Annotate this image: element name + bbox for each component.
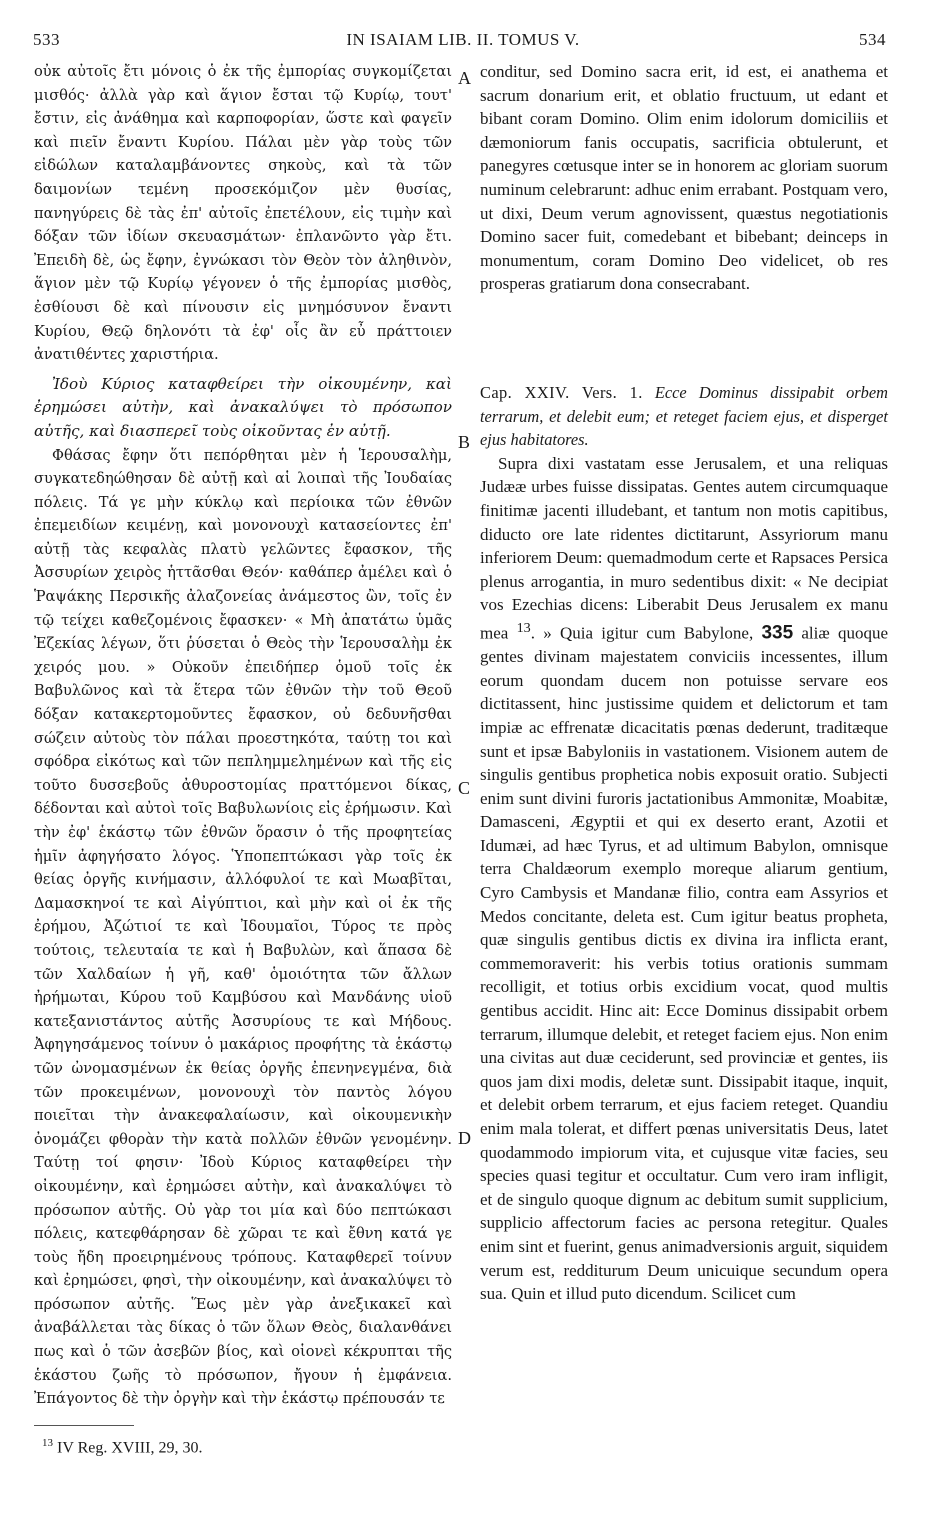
greek-paragraph-1: οὐκ αὐτοῖς ἔτι μόνοις ὁ ἐκ τῆς ἐμπορίας συγκομίζεται μισθός· ἀλλὰ γὰρ καὶ ἅγιον ἔσται τῷ Κυρίῳ, τουτ' ἔστιν, εἰς ἀνάθημα καὶ καρποφορίαν, ὥστε καὶ φαγεῖν καὶ πιεῖν ἔναντι Κυρίου. Πάλαι μὲν γὰρ τοὺς τῶν εἰδώλων καταλαμβάνοντες σηκοὺς, καὶ τὰ τῶν δαιμονίων τεμένη προσεκόμιζον μὲν θυσίας, πανηγύρεις δὲ τὰς ἐπ' αὐτοῖς ἐπετέλουν, εἰς τιμὴν καὶ δόξαν τῶν ἰδίων σκευασμάτων· ἐπλανῶντο γὰρ ἔτι. Ἐπειδὴ δὲ, ὡς ἔφην, ἐγνώκασι τὸν Θεὸν τὸν ἀληθινὸν, ἅγιον μὲν τῷ Κυρίῳ γέγονεν ὁ τῆς ἐμπορίας μισθὸς, ἐσθίουσι δὲ καὶ πίνουσιν εἰς μνημόσυνον ἔναντι Κυρίου, Θεῷ δηλονότι τὰ ἐφ' οἷς ἂν εὖ πράττοιεν ἀνατιθέντες χαριστήρια. [34,63,452,364]
page-number-right: 534 [859,30,886,49]
latin-text-part-1: Supra dixi vastatam esse Jerusalem, et una reliquas Judææ urbes fuisse dissipatas. Gentes autem circumquaque finitimæ jacenti illudebant, et tantum non motis capitibus, diducto ore late ridentes dictitarunt, Assyriorum manu inferiorem Deum: quemadmodum certe et Rapsaces Persica plenus arrogantia, in muro sedentibus dixit: « Ne decipiat vos Ezechias dicens: Liberabit Deus Jerusalem ex manu mea [480,453,888,643]
margin-letter-d: D [458,1128,471,1148]
footnote-separator [34,1425,134,1426]
chapter-heading [480,381,888,452]
greek-column [34,60,452,1411]
margin-letter-a: A [458,68,471,88]
chapter-label: Cap. XXIV. Vers. 1. [480,382,643,402]
greek-verse-lemma: Ἰδοὺ Κύριος καταφθείρει τὴν οἰκουμένην, καὶ ἐρημώσει αὐτὴν, καὶ ἀνακαλύψει τὸ πρόσωπον αὐτῆς, καὶ διασπερεῖ τοὺς οἰκοῦντας ἐν αὐτῇ. [34,374,452,440]
margin-letter-c: C [458,778,471,798]
greek-paragraph-2: Φθάσας ἔφην ὅτι πεπόρθηται μὲν ἡ Ἱερουσαλὴμ, συγκατεδηώθησαν δὲ αὐτῇ καὶ αἱ λοιπαὶ τῆς Ἰουδαίας πόλεις. Τά γε μὴν κύκλῳ καὶ περίοικα τῶν ἐθνῶν ἐπεμειδίων κειμένῃ, καὶ μονονουχὶ κατασείοντες ἐπ' αὐτῇ τὰς κεφαλὰς πλατὺ γελῶντες ἔφασκον, τῆς Ἀσσυρίων χειρὸς ἡττᾶσθαι Θεόν· καθάπερ ἀμέλει καὶ ὁ Ῥαψάκης Περσικῆς ἀλαζονείας ἀνάμεστος ὢν, τοῖς ἐν τῷ τείχει καθεζομένοις ἔφασκεν· « Μὴ ἀπατάτω ὑμᾶς Ἐζεκίας λέγων, ὅτι ῥύσεται ὁ Θεὸς τὴν Ἱερουσαλὴμ ἐκ χειρός μου. » Οὐκοῦν ἐπειδήπερ ὁμοῦ τοῖς ἐκ Βαβυλῶνος καὶ τὰ ἕτερα τῶν ἐθνῶν τὴν τοῦ Θεοῦ δόξαν κατακερτομοῦντες ἔφασκον, οὐ δεδυνῆσθαι σώζειν αὐτοὺς τὸν πάλαι προεστηκότα, ταύτῃ τοι καὶ σφόδρα εἰκότως καὶ τῶν πεπλημμελημένων καὶ τῆς εἰς τοῦτο δυσσεβοῦς ἀθυροστομίας πραττόμενοι δίκας, δέδονται καὶ αὐτοὶ τοῖς Βαβυλωνίοις εἰς ἐρήμωσιν. Καὶ τὴν ἐφ' ἑκάστῳ τῶν ἐθνῶν ὅρασιν ὁ τῆς προφητείας ἡμῖν ἀφηγήσατο λόγος. Ὑποπεπτώκασι γὰρ τοῖς ἐκ θείας ὀργῆς κινήμασιν, ἀλλόφυλοί τε καὶ Μωαβῖται, Δαμασκηνοί τε καὶ Αἰγύπτιοι, καὶ μὴν καὶ οἱ ἐκ τῆς ἐρήμου, Ἀζώτιοί τε καὶ Ἰδουμαῖοι, Τύρος τε πρὸς τούτοις, τελευταία τε καὶ ἡ Βαβυλὼν, καὶ ἅπασα δὲ τῶν Χαλδαίων ἡ γῆ, καθ' ὁμοιότητα τῶν ἄλλων ἠρήμωται, Κύρου τοῦ Καμβύσου καὶ Μανδάνης υἱοῦ κατεξανιστάντος αὐτῆς Ἀσσυρίους τε καὶ Μήδους. Ἀφηγησάμενος τοίνυν ὁ μακάριος προφήτης τὰ ἑκάστῳ τῶν ὠνομασμένων ἐκ θείας ὀργῆς ἐπενηνεγμένα, διὰ τῶν προκειμένων, μονονουχὶ τὸν παντὸς λόγου ποιεῖται τὴν ἀνακεφαλαίωσιν, καὶ οἰκουμενικὴν ὀνομάζει φθορὰν τὴν κατὰ πολλῶν ἐθνῶν γενομένην. Ταύτῃ τοί φησιν· Ἰδοὺ Κύριος καταφθείρει τὴν οἰκουμένην, καὶ ἐρημώσει αὐτὴν, καὶ ἀνακαλύψει τὸ πρόσωπον αὐτῆς. Οὐ γὰρ τοι μία καὶ δύο πεπτώκασι πόλεις, κατεφθάρησαν δὲ χῶραι τε καὶ ἔθνη κατά γε τοὺς ἤδη προειρημένους τρόπους. Καταφθερεῖ τοίνυν καὶ ἐρημώσει, φησὶ, τὴν οἰκουμένην, καὶ ἀνακαλύψει τὸ πρόσωπον αὐτῆς. Ἕως μὲν γὰρ ἀνεξικακεῖ καὶ ἀναβάλλεται τὰς δίκας ὁ τῶν ὅλων Θεὸς, διαλανθάνει πως καὶ ὁ τῶν ἀσεβῶν βίος, καὶ οἱονεὶ κέκρυπται τῆς ἑκάστου ζωῆς τὸ πρόσωπον, ἤγουν ἡ ἐμφάνεια. Ἐπάγοντος δὲ τὴν ὀργὴν καὶ τὴν ἑκάστῳ πρέπουσάν τε [34,446,452,1408]
footnote-text: IV Reg. XVIII, 29, 30. [57,1439,203,1457]
latin-text-part-3: aliæ quoque gentes divinam majestatem conviciis incessentes, illum eorum quondam ducem non potuisse servare eos dictitassent, hinc justissime quidem et delictorum et tam impiæ ac effrenatæ dicacitatis pœnas dederunt, traditæque sunt et ipsæ Babyloniis in vastationem. Visionem autem de singulis gentibus prophetica nobis exposuit oratio. Subjecti enim sunt divini furoris jactationibus Ammonitæ, Moabitæ, Damasceni, Ægyptii et qui ex deserto erant, Azotii et Idumæi, ad hæc Tyrus, et ad ultimum Babylon, omnisque terra Chaldæorum exemplo moreque aliarum gentium, Cyro Cambysis et Mandanæ filio, contra eam Assyrios et Medos concitante, deleta est. Cum igitur beatus propheta, quæ singulis gentibus dictis ex divina ira inflicta erant, commemoraverit: his verbis totius orationis summam recolligit, et totius orbis excidium vocat, quod multis gentibus accidit. Hinc ait: Ecce Dominus dissipabit orbem terrarum, illumque delebit, et reteget faciem ejus. Non enim una civitas aut duæ ceciderunt, sed provinciæ et gentes, iis quos jam dixi modis, deletæ sunt. Dissipabit itaque, inquit, et delebit orbem terrarum, et ejus faciem reteget. Quandiu enim mala tolerat, et differt pœnas universitatis Deus, latet quodammodo impiorum vita, et cujusque vitæ facies, seu species quasi tegitur et occultatur. Cum vero iram infligit, et de singulo quoque dignum ac debitum sumit supplicium, supplicio affectorum facies ac persona retegitur. Quales enim sint et fuerint, genus animadversionis arguit, siquidem verum est, redditurum Deum unicuique secundum opera sua. Quin et illud puto dicendum. Scilicet cum [480,623,888,1304]
latin-paragraph-2 [480,452,888,1306]
edition-page-number: 335 [761,622,794,644]
chapter-verse-text: Ecce Dominus dissipabit orbem terrarum, et delebit eum; et reteget faciem ejus, et disperget ejus habitatores. [480,382,888,450]
latin-column [480,60,888,1306]
latin-text-part-2: . » Quia igitur cum Babylone, [530,623,754,643]
margin-letter-b: B [458,432,471,452]
page-number-left: 533 [33,30,60,49]
running-title: IN ISAIAM LIB. II. TOMUS V. [346,30,580,49]
running-header [0,30,926,52]
footnote-number: 13 [42,1437,53,1449]
footnote-reference: 13 [516,619,531,636]
latin-paragraph-1: conditur, sed Domino sacra erit, id est, ei anathema et sacrum donarium erit, et oblatio fructuum, ut edant et bibant coram Domino. Olim enim idolorum domiciliis et dæmoniorum fanis occupatis, sacrificia obtulerunt, et panegyres cœtusque inter se in honorem ac gloriam suorum numinum celebrarunt: adhuc enim errabant. Postquam vero, ut dixi, Deum verum agnovissent, quæstus negotiationis Domino sacer fuit, comedebant et bibebant; deinceps in monumentum, coram Domino Deo videlicet, ob res prosperas gratiarum dona consecrabant. [480,62,888,294]
footnote [42,1437,202,1457]
